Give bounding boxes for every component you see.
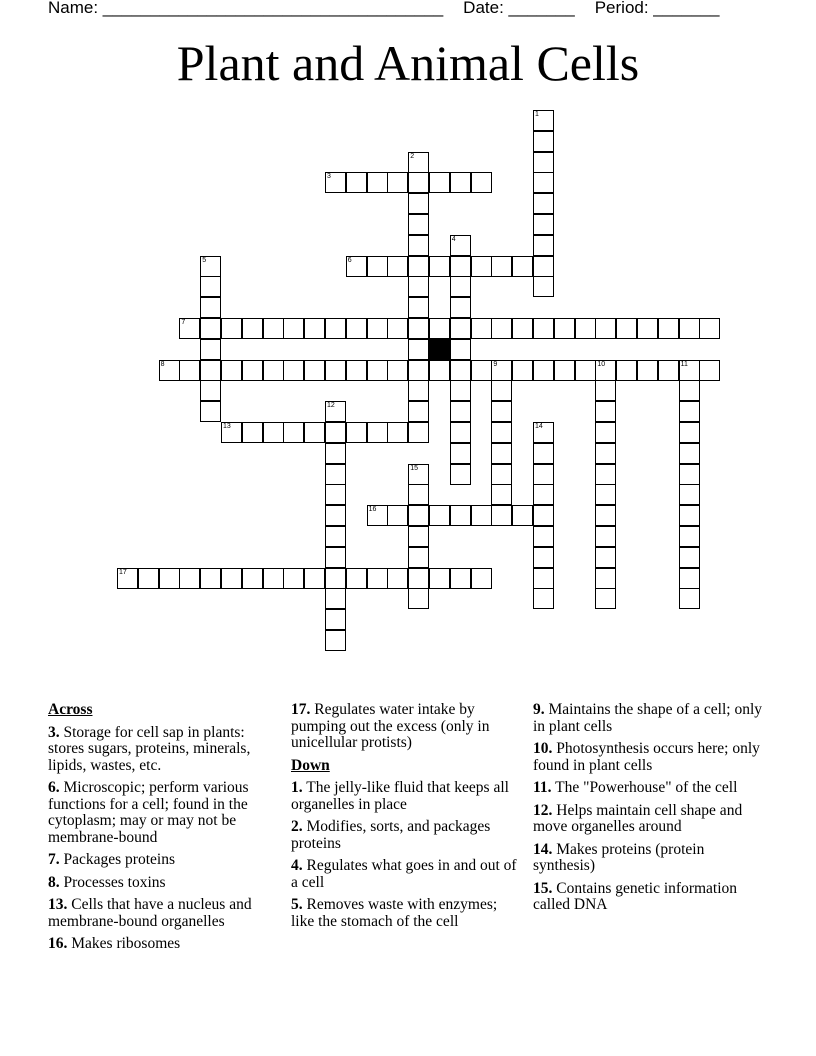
clues-column-2	[291, 702, 523, 936]
crossword-cell[interactable]	[450, 360, 471, 381]
crossword-cell[interactable]	[512, 505, 533, 526]
clue-number-label: 15	[410, 464, 418, 472]
clue-across-8: 8. Processes toxins	[48, 873, 166, 891]
crossword-cell[interactable]	[533, 443, 554, 464]
clue-down-12: 12. Helps maintain cell shape and move organelles around	[533, 801, 743, 835]
crossword-cell[interactable]	[595, 505, 616, 526]
crossword-cell[interactable]	[367, 568, 388, 589]
crossword-cell[interactable]	[533, 193, 554, 214]
crossword-cell[interactable]	[533, 318, 554, 339]
clue-number-label: 8	[160, 360, 165, 368]
crossword-cell[interactable]	[325, 526, 346, 547]
crossword-cell[interactable]	[408, 193, 429, 214]
crossword-cell[interactable]	[387, 172, 408, 193]
crossword-cell[interactable]	[491, 464, 512, 485]
crossword-cell[interactable]	[533, 484, 554, 505]
crossword-cell[interactable]	[283, 568, 304, 589]
crossword-cell[interactable]	[263, 568, 284, 589]
crossword-cell[interactable]	[325, 360, 346, 381]
crossword-cell[interactable]	[221, 318, 242, 339]
crossword-cell[interactable]	[200, 256, 221, 277]
clue-down-4: 4. Regulates what goes in and out of a cell	[291, 857, 517, 891]
crossword-cell[interactable]	[304, 422, 325, 443]
crossword-cell[interactable]	[117, 568, 138, 589]
crossword-cell[interactable]	[304, 568, 325, 589]
crossword-cell[interactable]	[450, 443, 471, 464]
crossword-cell[interactable]	[387, 505, 408, 526]
black-square	[429, 339, 450, 360]
crossword-cell[interactable]	[408, 568, 429, 589]
crossword-cell[interactable]	[429, 568, 450, 589]
student-info-line	[48, 0, 720, 18]
clue-number-label: 3	[327, 173, 331, 181]
crossword-cell[interactable]	[699, 318, 720, 339]
crossword-cell[interactable]	[533, 360, 554, 381]
crossword-cell[interactable]	[325, 172, 346, 193]
crossword-cell[interactable]	[283, 360, 304, 381]
crossword-cell[interactable]	[325, 547, 346, 568]
crossword-cell[interactable]	[367, 505, 388, 526]
crossword-cell[interactable]	[533, 526, 554, 547]
crossword-cell[interactable]	[533, 214, 554, 235]
crossword-cell[interactable]	[304, 318, 325, 339]
crossword-cell[interactable]	[200, 401, 221, 422]
crossword-cell[interactable]	[679, 422, 700, 443]
crossword-cell[interactable]	[595, 464, 616, 485]
clues-column-1	[48, 702, 280, 959]
clue-number-label: 17	[119, 568, 127, 576]
crossword-cell[interactable]	[679, 588, 700, 609]
crossword-cell[interactable]	[595, 547, 616, 568]
crossword-cell[interactable]	[450, 464, 471, 485]
crossword-cell[interactable]	[367, 360, 388, 381]
crossword-cell[interactable]	[533, 152, 554, 173]
crossword-cell[interactable]	[408, 422, 429, 443]
crossword-cell[interactable]	[221, 568, 242, 589]
crossword-cell[interactable]	[533, 422, 554, 443]
crossword-cell[interactable]	[450, 505, 471, 526]
crossword-cell[interactable]	[512, 256, 533, 277]
crossword-cell[interactable]	[512, 318, 533, 339]
crossword-cell[interactable]	[471, 360, 492, 381]
crossword-cell[interactable]	[367, 318, 388, 339]
down-heading: Down	[291, 756, 330, 774]
crossword-cell[interactable]	[325, 401, 346, 422]
clue-number-label: 1	[535, 111, 539, 118]
crossword-cell[interactable]	[325, 443, 346, 464]
crossword-cell[interactable]	[346, 422, 367, 443]
crossword-cell[interactable]	[325, 609, 346, 630]
crossword-cell[interactable]	[346, 172, 367, 193]
crossword-cell[interactable]	[554, 360, 575, 381]
crossword-cell[interactable]	[242, 360, 263, 381]
crossword-cell[interactable]	[408, 380, 429, 401]
crossword-cell[interactable]	[471, 172, 492, 193]
crossword-cell[interactable]	[471, 318, 492, 339]
crossword-cell[interactable]	[679, 380, 700, 401]
crossword-cell[interactable]	[408, 547, 429, 568]
crossword-cell[interactable]	[491, 360, 512, 381]
crossword-cell[interactable]	[450, 276, 471, 297]
crossword-cell[interactable]	[679, 464, 700, 485]
crossword-cell[interactable]	[595, 401, 616, 422]
crossword-cell[interactable]	[387, 318, 408, 339]
crossword-cell[interactable]	[450, 401, 471, 422]
crossword-cell[interactable]	[637, 360, 658, 381]
crossword-cell[interactable]	[367, 422, 388, 443]
clue-number-label: 10	[597, 360, 606, 368]
crossword-cell[interactable]	[408, 256, 429, 277]
crossword-cell[interactable]	[679, 443, 700, 464]
crossword-cell[interactable]	[533, 131, 554, 152]
crossword-cell[interactable]	[575, 318, 596, 339]
crossword-cell[interactable]	[616, 318, 637, 339]
crossword-cell[interactable]	[595, 318, 616, 339]
clue-across-13: 13. Cells that have a nucleus and membrane-bound organelles	[48, 896, 252, 930]
crossword-cell[interactable]	[200, 318, 221, 339]
crossword-cell[interactable]	[408, 339, 429, 360]
crossword-cell[interactable]	[616, 360, 637, 381]
crossword-cell[interactable]	[325, 422, 346, 443]
crossword-cell[interactable]	[450, 339, 471, 360]
crossword-cell[interactable]	[283, 422, 304, 443]
crossword-cell[interactable]	[408, 276, 429, 297]
crossword-cell[interactable]	[679, 360, 700, 381]
crossword-cell[interactable]	[200, 360, 221, 381]
clue-across-3: 3. Storage for cell sap in plants: stores sugars, proteins, minerals, lipids, wastes, etc.	[48, 723, 251, 774]
crossword-cell[interactable]	[679, 505, 700, 526]
crossword-cell[interactable]	[408, 318, 429, 339]
crossword-cell[interactable]	[450, 297, 471, 318]
crossword-cell[interactable]	[491, 318, 512, 339]
crossword-cell[interactable]	[179, 318, 200, 339]
period-field[interactable]: Period: _______	[594, 0, 720, 17]
crossword-cell[interactable]	[179, 568, 200, 589]
crossword-cell[interactable]	[429, 172, 450, 193]
crossword-cell[interactable]	[408, 172, 429, 193]
crossword-cell[interactable]	[533, 276, 554, 297]
crossword-cell[interactable]	[533, 172, 554, 193]
crossword-cell[interactable]	[491, 422, 512, 443]
crossword-cell[interactable]	[179, 360, 200, 381]
clue-across-16: 16. Makes ribosomes	[48, 935, 181, 952]
clue-across-6: 6. Microscopic; perform various functions for a cell; found in the cytoplasm; may or may not be membrane-bound	[48, 779, 249, 846]
crossword-cell[interactable]	[325, 630, 346, 651]
crossword-cell[interactable]	[429, 256, 450, 277]
crossword-cell[interactable]	[346, 318, 367, 339]
crossword-cell[interactable]	[450, 422, 471, 443]
crossword-cell[interactable]	[200, 568, 221, 589]
crossword-cell[interactable]	[595, 484, 616, 505]
crossword-cell[interactable]	[533, 547, 554, 568]
crossword-cell[interactable]	[658, 318, 679, 339]
crossword-cell[interactable]	[325, 464, 346, 485]
crossword-cell[interactable]	[450, 318, 471, 339]
crossword-cell[interactable]	[471, 568, 492, 589]
crossword-cell[interactable]	[408, 401, 429, 422]
crossword-cell[interactable]	[450, 172, 471, 193]
clue-number-label: 9	[493, 360, 498, 368]
crossword-cell[interactable]	[408, 235, 429, 256]
crossword-cell[interactable]	[679, 484, 700, 505]
clue-down-14: 14. Makes proteins (protein synthesis)	[533, 840, 705, 874]
crossword-cell[interactable]	[429, 505, 450, 526]
crossword-cell[interactable]	[595, 380, 616, 401]
clue-number-label: 14	[535, 423, 543, 430]
crossword-cell[interactable]	[408, 360, 429, 381]
crossword-cell[interactable]	[304, 360, 325, 381]
crossword-cell[interactable]	[471, 256, 492, 277]
clue-across-7: 7. Packages proteins	[48, 851, 175, 868]
crossword-cell[interactable]	[387, 568, 408, 589]
crossword-cell[interactable]	[325, 318, 346, 339]
clue-number-label: 12	[327, 402, 335, 410]
crossword-cell[interactable]	[450, 380, 471, 401]
clue-number-label: 7	[181, 319, 186, 326]
crossword-cell[interactable]	[346, 256, 367, 277]
crossword-cell[interactable]	[159, 360, 180, 381]
crossword-cell[interactable]	[533, 256, 554, 277]
crossword-cell[interactable]	[200, 297, 221, 318]
crossword-cell[interactable]	[533, 568, 554, 589]
crossword-cell[interactable]	[595, 588, 616, 609]
crossword-cell[interactable]	[200, 380, 221, 401]
clue-down-15: 15. Contains genetic information called DNA	[533, 879, 738, 913]
crossword-cell[interactable]	[533, 588, 554, 609]
crossword-cell[interactable]	[325, 484, 346, 505]
crossword-cell[interactable]	[471, 505, 492, 526]
crossword-cell[interactable]	[387, 360, 408, 381]
crossword-cell[interactable]	[408, 297, 429, 318]
crossword-cell[interactable]	[679, 547, 700, 568]
clue-number-label: 5	[202, 256, 207, 264]
crossword-cell[interactable]	[491, 505, 512, 526]
crossword-cell[interactable]	[533, 110, 554, 131]
crossword-cell[interactable]	[263, 318, 284, 339]
crossword-cell[interactable]	[491, 401, 512, 422]
clue-number-label: 2	[410, 152, 415, 160]
crossword-cell[interactable]	[491, 256, 512, 277]
crossword-cell[interactable]	[325, 568, 346, 589]
crossword-cell[interactable]	[679, 318, 700, 339]
crossword-cell[interactable]	[595, 443, 616, 464]
crossword-cell[interactable]	[408, 526, 429, 547]
page-title: Plant and Animal Cells	[176, 35, 640, 91]
crossword-cell[interactable]	[491, 380, 512, 401]
clue-down-9: 9. Maintains the shape of a cell; only in plant cells	[533, 701, 762, 735]
crossword-cell[interactable]	[242, 568, 263, 589]
crossword-cell[interactable]	[221, 422, 242, 443]
crossword-cell[interactable]	[325, 588, 346, 609]
crossword-cell[interactable]	[491, 443, 512, 464]
crossword-cell[interactable]	[242, 422, 263, 443]
crossword-cell[interactable]	[242, 318, 263, 339]
crossword-cell[interactable]	[575, 360, 596, 381]
crossword-cell[interactable]	[367, 256, 388, 277]
clue-down-11: 11. The "Powerhouse" of the cell	[533, 779, 738, 796]
crossword-cell[interactable]	[283, 318, 304, 339]
clue-number-label: 13	[223, 423, 231, 430]
crossword-cell[interactable]	[159, 568, 180, 589]
crossword-cell[interactable]	[408, 152, 429, 173]
crossword-cell[interactable]	[595, 526, 616, 547]
crossword-cell[interactable]	[450, 256, 471, 277]
crossword-cell[interactable]	[658, 360, 679, 381]
clues-column-3	[533, 702, 765, 920]
crossword-cell[interactable]	[408, 588, 429, 609]
crossword-cell[interactable]	[200, 276, 221, 297]
crossword-cell[interactable]	[221, 360, 242, 381]
crossword-cell[interactable]	[200, 339, 221, 360]
crossword-cell[interactable]	[491, 484, 512, 505]
crossword-cell[interactable]	[595, 360, 616, 381]
clue-down-2: 2. Modifies, sorts, and packages proteins	[291, 818, 491, 852]
crossword-cell[interactable]	[679, 401, 700, 422]
clue-number-label: 11	[680, 360, 688, 368]
crossword-cell[interactable]	[408, 214, 429, 235]
crossword-cell[interactable]	[408, 505, 429, 526]
clue-number-label: 6	[347, 256, 352, 264]
crossword-cell[interactable]	[533, 235, 554, 256]
clue-down-5: 5. Removes waste with enzymes; like the stomach of the cell	[291, 896, 498, 930]
crossword-cell[interactable]	[512, 360, 533, 381]
clue-across-17: 17. Regulates water intake by pumping out the excess (only in unicellular protists)	[291, 701, 490, 751]
across-heading: Across	[48, 701, 93, 718]
crossword-cell[interactable]	[387, 422, 408, 443]
name-field[interactable]: Name: ____________________________________	[48, 0, 444, 17]
crossword-cell[interactable]	[699, 360, 720, 381]
crossword-cell[interactable]	[325, 505, 346, 526]
crossword-cell[interactable]	[429, 360, 450, 381]
crossword-cell[interactable]	[533, 464, 554, 485]
crossword-cell[interactable]	[138, 568, 159, 589]
crossword-cell[interactable]	[346, 568, 367, 589]
crossword-cell[interactable]	[263, 360, 284, 381]
crossword-cell[interactable]	[595, 568, 616, 589]
clue-down-10: 10. Photosynthesis occurs here; only found in plant cells	[533, 740, 760, 774]
crossword-cell[interactable]	[450, 235, 471, 256]
clue-number-label: 16	[368, 506, 377, 514]
crossword-cell[interactable]	[263, 422, 284, 443]
crossword-cell[interactable]	[595, 422, 616, 443]
crossword-cell[interactable]	[450, 568, 471, 589]
crossword-cell[interactable]	[408, 484, 429, 505]
crossword-cell[interactable]	[429, 318, 450, 339]
date-field[interactable]: Date: _______	[463, 0, 575, 17]
crossword-cell[interactable]	[387, 256, 408, 277]
crossword-cell[interactable]	[679, 526, 700, 547]
crossword-cell[interactable]	[679, 568, 700, 589]
crossword-cell[interactable]	[408, 464, 429, 485]
crossword-cell[interactable]	[346, 360, 367, 381]
crossword-cell[interactable]	[533, 505, 554, 526]
clue-down-1: 1. The jelly-like fluid that keeps all organelles in place	[291, 779, 509, 813]
clue-number-label: 4	[451, 235, 456, 243]
crossword-cell[interactable]	[554, 318, 575, 339]
crossword-cell[interactable]	[367, 172, 388, 193]
crossword-cell[interactable]	[637, 318, 658, 339]
